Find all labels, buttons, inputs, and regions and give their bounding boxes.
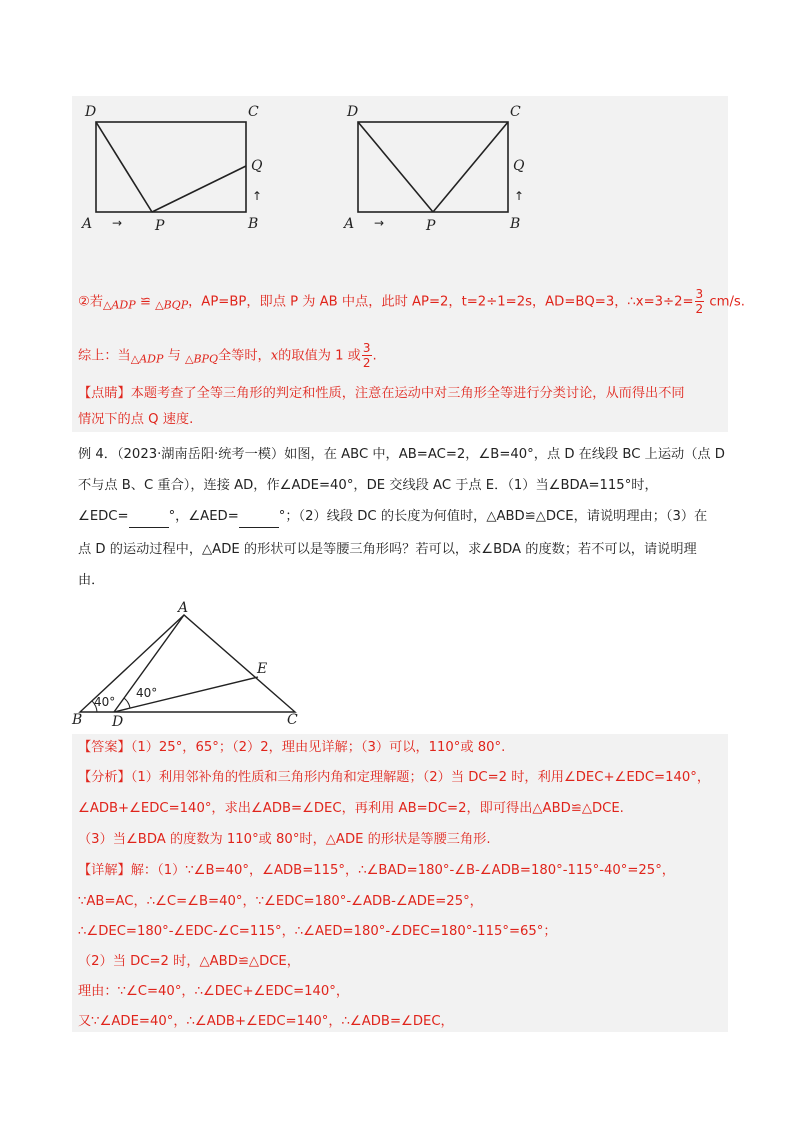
segment-dp-2 [358, 122, 433, 212]
label-d: D [112, 714, 124, 730]
label-d: D [347, 104, 359, 120]
figure-triangle-abc [70, 600, 310, 730]
label-q: Q [513, 158, 525, 174]
label-q: Q [251, 158, 263, 174]
triangle-symbol: △ [103, 298, 112, 312]
example4-line-1: 例 4．（2023·湖南岳阳·统考一模）如图，在 ABC 中，AB=AC=2，∠B=40°，点 D 在线段 BC 上运动（点 D [78, 447, 725, 462]
answer-blank-2 [239, 507, 279, 528]
segment-pq-1 [152, 166, 246, 212]
answer-line: 【答案】（1）25°，65°；（2）2，理由见详解；（3）可以，110°或 80°. [78, 740, 506, 755]
label-c: C [248, 104, 259, 120]
arrow-right-icon: → [374, 216, 385, 230]
label-d: D [85, 104, 97, 120]
label-p: P [155, 218, 165, 234]
figure-rectangle-2 [340, 100, 540, 235]
arrow-up-icon: ↑ [514, 189, 525, 203]
figure-rectangle-1 [78, 100, 278, 235]
angle-d-label: 40° [136, 686, 158, 700]
detail-line-5: 理由：∵∠C=40°，∴∠DEC+∠EDC=140°， [78, 984, 350, 999]
label-b: B [248, 216, 259, 232]
label-e: E [257, 661, 268, 677]
rect-abcd-1 [96, 122, 246, 212]
triangle-symbol: △ [184, 352, 194, 366]
detail-line-2: ∵AB=AC，∴∠C=∠B=40°，∵∠EDC=180°-∠ADB-∠ADE=25°， [78, 894, 483, 909]
label-c: C [287, 712, 298, 728]
detail-line-1: 【详解】解：（1）∵∠B=40°，∠ADB=115°，∴∠BAD=180°-∠B-∠ADB=180°-115°-40°=25°， [78, 863, 675, 878]
detail-line-6: 又∵∠ADE=40°，∴∠ADB+∠EDC=140°，∴∠ADB=∠DEC， [78, 1014, 454, 1029]
detail-line-4: （2）当 DC=2 时，△ABD≌△DCE， [78, 954, 300, 969]
analysis-line-3: （3）当∠BDA 的度数为 110°或 80°时，△ADE 的形状是等腰三角形. [78, 832, 491, 847]
rect-abcd-2 [358, 122, 508, 212]
angle-arc-d [124, 698, 130, 708]
label-a: A [82, 216, 93, 232]
segment-dp-1 [96, 122, 152, 212]
label-a: A [178, 600, 189, 616]
label-a: A [344, 216, 355, 232]
arrow-right-icon: → [112, 216, 123, 230]
answer-blank-1 [129, 507, 169, 528]
case2-line: ②若$_{\triangle ADP}$ ≌ $_{\triangle BQP}$，AP=BP，即点 P 为 AB 中点，此时 AP=2，t=2÷1=2s，AD=BQ=3，∴x=3÷2= $\frac{3}{2}$ cm/s. [78, 287, 745, 316]
example4-line-2: 不与点 B、C 重合），连接 AD，作∠ADE=40°，DE 交线段 AC 于点 E．（1）当∠BDA=115°时， [78, 478, 658, 493]
comment-line-1: 【点睛】本题考查了全等三角形的判定和性质，注意在运动中对三角形全等进行分类讨论，从而得出不同 [78, 386, 685, 401]
label-c: C [510, 104, 521, 120]
summary-line: 综上：当$_{\triangle ADP}$ 与 $_{\triangle BPQ}$全等时，x的取值为 1 或 $\frac{3}{2}$ . [78, 341, 377, 370]
segment-pc-2 [433, 122, 508, 212]
detail-line-3: ∴∠DEC=180°-∠EDC-∠C=115°，∴∠AED=180°-∠DEC=180°-115°=65°； [78, 924, 557, 939]
triangle-symbol: △ [155, 298, 164, 312]
label-b: B [510, 216, 521, 232]
example4-line-4: 点 D 的运动过程中，△ADE 的形状可以是等腰三角形吗？若可以，求∠BDA 的度数；若不可以，请说明理 [78, 542, 697, 557]
analysis-line-1: 【分析】（1）利用邻补角的性质和三角形内角和定理解题；（2）当 DC=2 时，利用∠DEC+∠EDC=140°， [78, 770, 711, 785]
angle-b-label: 40° [94, 695, 116, 709]
label-p: P [426, 218, 436, 234]
label-b: B [72, 712, 83, 728]
fraction-3-2: $\frac{3}{2}$ [695, 287, 704, 316]
analysis-line-2: ∠ADB+∠EDC=140°，求出∠ADB=∠DEC，再利用 AB=DC=2，即可得出△ABD≌△DCE. [78, 801, 624, 816]
arrow-up-icon: ↑ [252, 189, 263, 203]
example4-line-3: ∠EDC= °，∠AED= °；（2）线段 DC 的长度为何值时，△ABD≌△DCE，请说明理由；（3）在 [78, 507, 728, 528]
example4-line-5: 由． [78, 573, 105, 588]
comment-line-2: 情况下的点 Q 速度. [78, 412, 194, 427]
fraction-3-2: $\frac{3}{2}$ [362, 341, 371, 370]
triangle-symbol: △ [130, 352, 140, 366]
